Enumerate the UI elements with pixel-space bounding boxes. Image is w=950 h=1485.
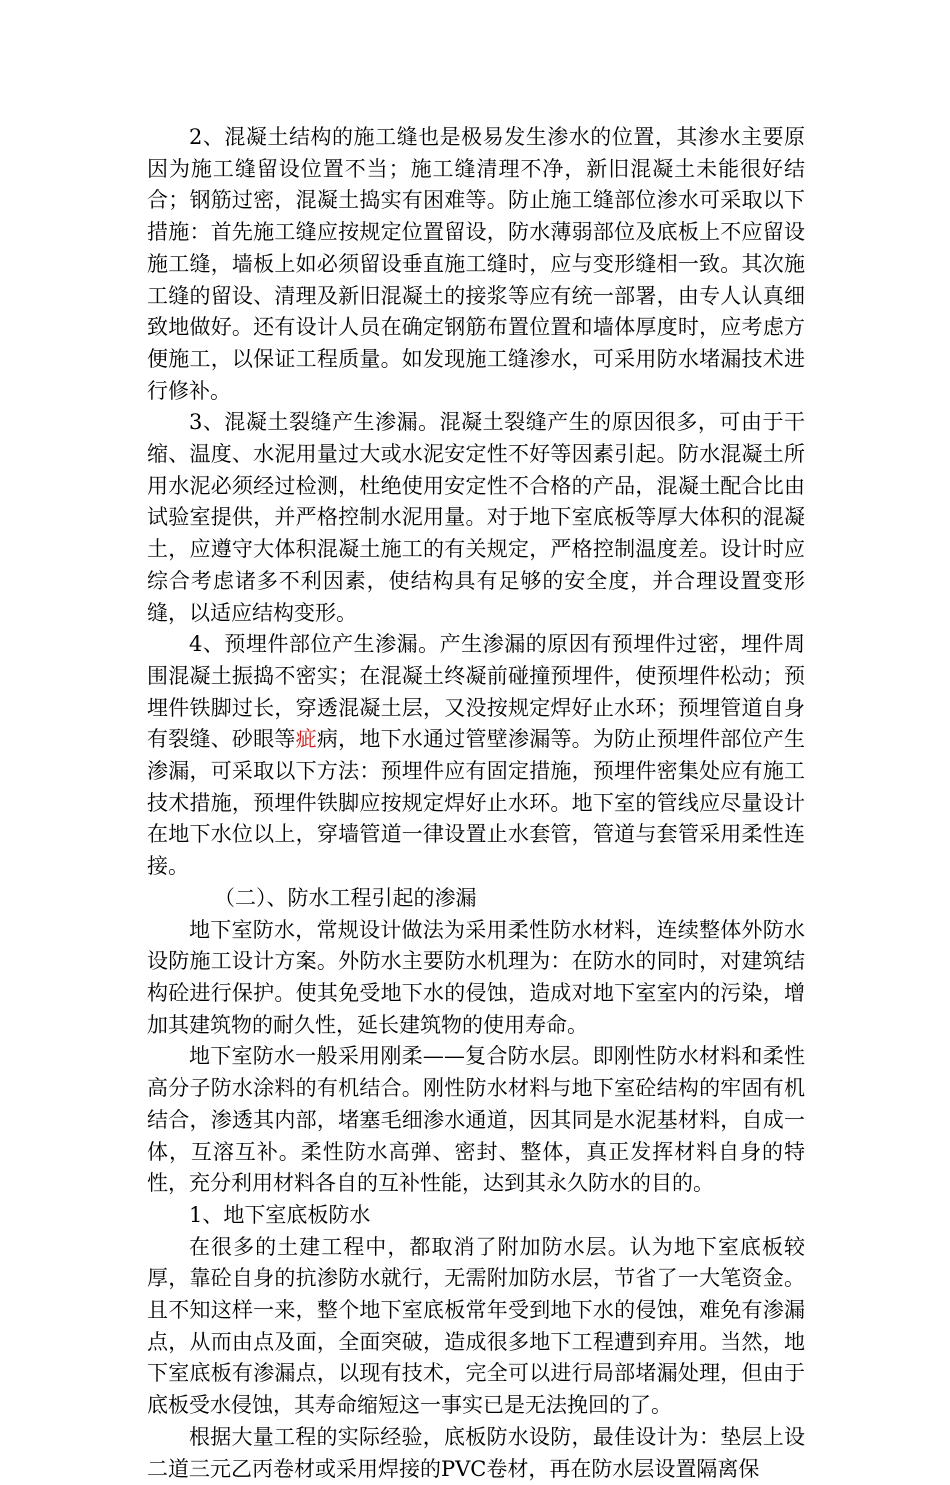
section-heading-waterproofing: （二）、防水工程引起的渗漏 bbox=[214, 885, 477, 910]
paragraph-composite-layer: 地下室防水一般采用刚柔——复合防水层。即刚性防水材料和柔性高分子防水涂料的有机结合。刚性防水材料与地下室砼结构的牢固有机结合，渗透其内部，堵塞毛细渗水通道，因其同是水泥基材料，自成一体，互溶互补。柔性防水高弹、密封、整体，真正发挥材料自身的特性，充分利用材料各自的互补性能，达到其永久防水的目的。 bbox=[147, 1044, 805, 1196]
highlighted-character: 疵 bbox=[295, 727, 317, 752]
paragraph-embedded-parts bbox=[147, 629, 805, 883]
paragraph-basement-waterproofing: 地下室防水，常规设计做法为采用柔性防水材料，连续整体外防水设防施工设计方案。外防水主要防水机理为：在防水的同时，对建筑结构砼进行保护。使其免受地下水的侵蚀，造成对地下室室内的污染，增加其建筑物的耐久性，延长建筑物的使用寿命。 bbox=[147, 917, 805, 1037]
document-body bbox=[147, 122, 805, 1485]
subheading-basement-floor: 1、地下室底板防水 bbox=[189, 1202, 371, 1227]
paragraph-embedded-parts-part1: 4、预埋件部位产生渗漏。产生渗漏的原因有预埋件过密，埋件周围混凝土振捣不密实；在混凝土终凝前碰撞预埋件，使预埋件松动；预埋件铁脚过长，穿透混凝土层，又没按规定焊好止水环；预埋管道自身有裂缝、砂眼等 bbox=[147, 632, 805, 752]
paragraph-concrete-cracks: 3、混凝土裂缝产生渗漏。混凝土裂缝产生的原因很多，可由于干缩、温度、水泥用量过大或水泥安定性不好等因素引起。防水混凝土所用水泥必须经过检测，杜绝使用安定性不合格的产品，混凝土配合比由试验室提供，并严格控制水泥用量。对于地下室底板等厚大体积的混凝土，应遵守大体积混凝土施工的有关规定，严格控制温度差。设计时应综合考虑诸多不利因素，使结构具有足够的安全度，并合理设置变形缝，以适应结构变形。 bbox=[147, 410, 805, 625]
paragraph-embedded-parts-part2: 病，地下水通过管壁渗漏等。为防止预埋件部位产生渗漏，可采取以下方法：预埋件应有固定措施，预埋件密集处应有施工技术措施，预埋件铁脚应按规定焊好止水环。地下室的管线应尽量设计在地下水位以上，穿墙管道一律设置止水套管，管道与套管采用柔性连接。 bbox=[147, 727, 806, 879]
paragraph-floor-slab: 在很多的土建工程中，都取消了附加防水层。认为地下室底板较厚，靠砼自身的抗渗防水就行，无需附加防水层，节省了一大笔资金。且不知这样一来，整个地下室底板常年受到地下水的侵蚀，难免有渗漏点，从而由点及面，全面突破，造成很多地下工程遭到弃用。当然，地下室底板有渗漏点，以现有技术，完全可以进行局部堵漏处理，但由于底板受水侵蚀，其寿命缩短这一事实已是无法挽回的了。 bbox=[147, 1234, 805, 1418]
paragraph-construction-joint: 2、混凝土结构的施工缝也是极易发生渗水的位置，其渗水主要原因为施工缝留设位置不当；施工缝清理不净，新旧混凝土未能很好结合；钢筋过密，混凝土捣实有困难等。防止施工缝部位渗水可采取以下措施：首先施工缝应按规定位置留设，防水薄弱部位及底板上不应留设施工缝，墙板上如必须留设垂直施工缝时，应与变形缝相一致。其次施工缝的留设、清理及新旧混凝土的接浆等应有统一部署，由专人认真细致地做好。还有设计人员在确定钢筋布置位置和墙体厚度时，应考虑方便施工，以保证工程质量。如发现施工缝渗水，可采用防水堵漏技术进行修补。 bbox=[147, 125, 805, 403]
paragraph-best-design: 根据大量工程的实际经验，底板防水设防，最佳设计为：垫层上设二道三元乙丙卷材或采用焊接的PVC卷材，再在防水层设置隔离保 bbox=[147, 1424, 805, 1481]
